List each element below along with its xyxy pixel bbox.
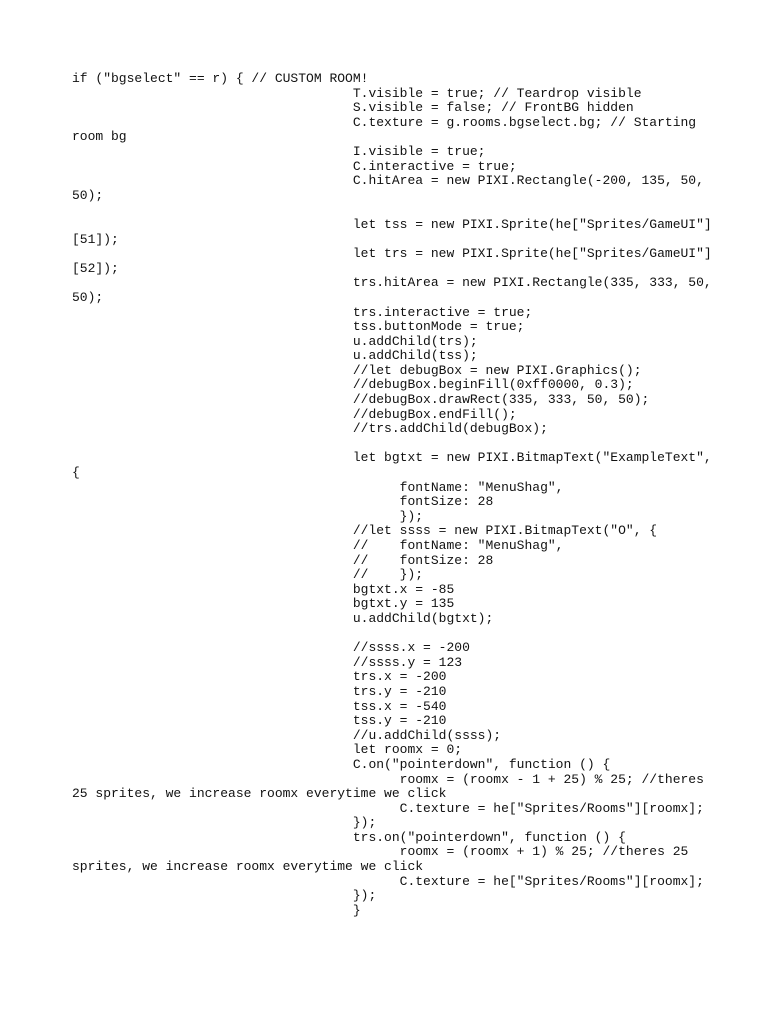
code-line: //debugBox.endFill(); <box>72 406 517 422</box>
code-line: //u.addChild(ssss); <box>72 727 502 743</box>
code-line: room bg <box>72 129 127 145</box>
code-line: tss.x = -540 <box>72 698 447 714</box>
code-line: { <box>72 465 80 481</box>
code-line: trs.interactive = true; <box>72 304 533 320</box>
code-line: //let debugBox = new PIXI.Graphics(); <box>72 362 642 378</box>
code-line: if ("bgselect" == r) { // CUSTOM ROOM! <box>72 71 369 86</box>
code-line: sprites, we increase roomx everytime we click <box>72 859 424 875</box>
code-line: [51]); <box>72 231 119 247</box>
code-line: // fontSize: 28 <box>72 552 494 568</box>
code-line: fontName: "MenuShag", <box>72 479 564 495</box>
code-line: 25 sprites, we increase roomx everytime we click <box>72 786 447 802</box>
code-line: C.texture = he["Sprites/Rooms"][roomx]; <box>72 873 704 889</box>
code-line: roomx = (roomx + 1) % 25; //theres 25 <box>72 844 689 860</box>
code-line: }); <box>72 815 377 831</box>
code-line: u.addChild(trs); <box>72 333 478 349</box>
code-line: T.visible = true; // Teardrop visible <box>72 85 642 101</box>
code-line: trs.on("pointerdown", function () { <box>72 829 626 845</box>
code-line: fontSize: 28 <box>72 494 494 510</box>
code-line: let trs = new PIXI.Sprite(he["Sprites/GameUI"] <box>72 246 712 262</box>
code-line: // }); <box>72 567 424 583</box>
code-line: C.texture = g.rooms.bgselect.bg; // Starting <box>72 114 697 130</box>
code-line: //debugBox.drawRect(335, 333, 50, 50); <box>72 392 650 408</box>
code-line: C.interactive = true; <box>72 158 517 174</box>
code-line: let tss = new PIXI.Sprite(he["Sprites/GameUI"] <box>72 216 712 232</box>
code-line: tss.y = -210 <box>72 713 447 729</box>
code-line: C.texture = he["Sprites/Rooms"][roomx]; <box>72 800 704 816</box>
code-line: [52]); <box>72 260 119 276</box>
code-line: let roomx = 0; <box>72 742 463 758</box>
code-line: 50); <box>72 289 104 305</box>
code-line: //trs.addChild(debugBox); <box>72 421 548 437</box>
code-line: roomx = (roomx - 1 + 25) % 25; //theres <box>72 771 704 787</box>
code-line: //ssss.y = 123 <box>72 654 463 670</box>
code-line: I.visible = true; <box>72 143 486 159</box>
code-line: //ssss.x = -200 <box>72 640 470 656</box>
code-line <box>72 627 696 642</box>
code-line: bgtxt.y = 135 <box>72 596 455 612</box>
code-line: C.on("pointerdown", function () { <box>72 756 611 772</box>
code-line: //let ssss = new PIXI.BitmapText("O", { <box>72 523 658 539</box>
code-line: u.addChild(tss); <box>72 348 478 364</box>
code-line: u.addChild(bgtxt); <box>72 610 494 626</box>
code-line: tss.buttonMode = true; <box>72 319 525 335</box>
document-page <box>72 71 712 918</box>
code-line: }); <box>72 888 377 904</box>
code-line: // fontName: "MenuShag", <box>72 538 564 553</box>
code-line: }); <box>72 508 424 524</box>
code-line: trs.y = -210 <box>72 683 447 699</box>
code-line: bgtxt.x = -85 <box>72 581 455 597</box>
code-line: trs.hitArea = new PIXI.Rectangle(335, 333, 50, <box>72 275 712 291</box>
code-line: //debugBox.beginFill(0xff0000, 0.3); <box>72 377 634 393</box>
code-line: trs.x = -200 <box>72 669 447 685</box>
code-line: S.visible = false; // FrontBG hidden <box>72 100 634 116</box>
code-line: let bgtxt = new PIXI.BitmapText("ExampleText", <box>72 450 712 466</box>
code-line: C.hitArea = new PIXI.Rectangle(-200, 135, 50, <box>72 173 704 189</box>
code-line: } <box>72 902 361 918</box>
code-line <box>72 437 696 452</box>
code-line: 50); <box>72 187 104 203</box>
code-line <box>72 203 696 218</box>
